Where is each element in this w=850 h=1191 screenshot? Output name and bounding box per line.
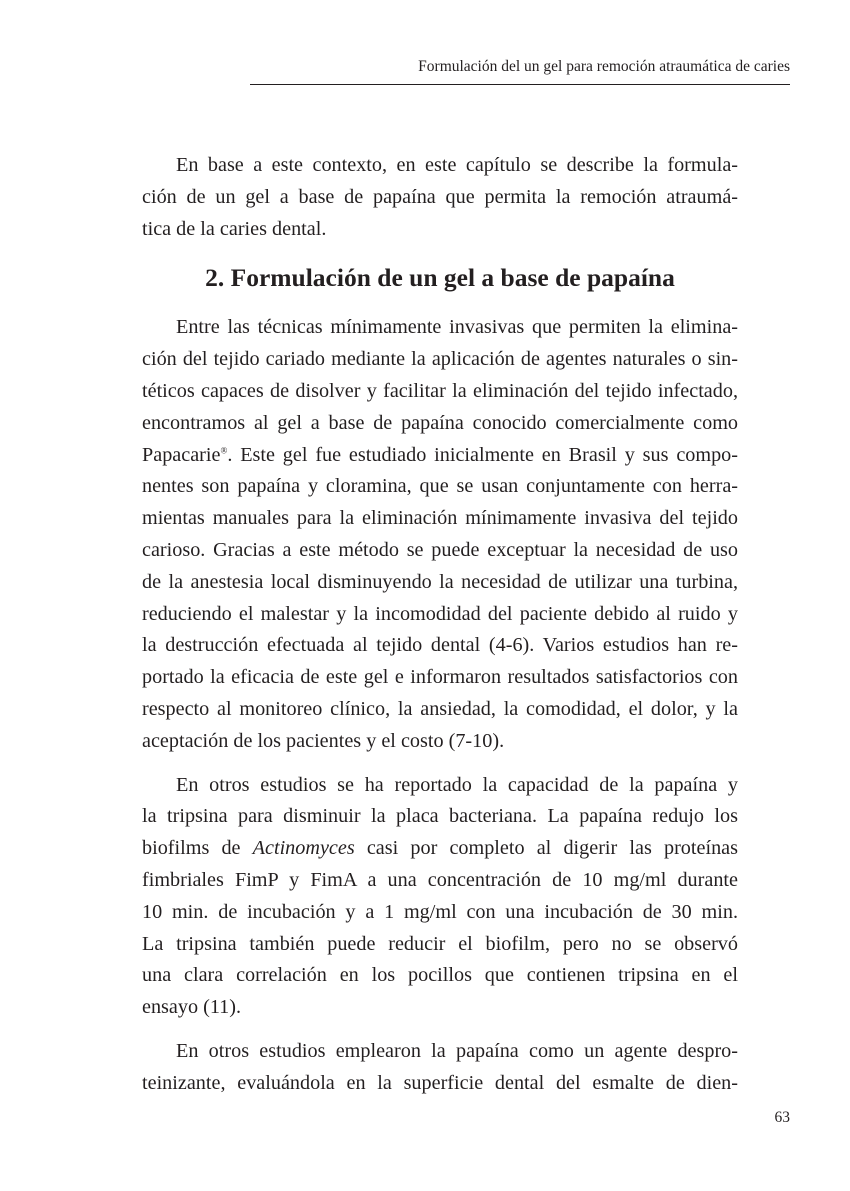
text-line: teinizante, evaluándola en la superficie dental del esmalte de dien- — [142, 1071, 738, 1094]
page-number: 63 — [774, 1109, 790, 1126]
text-line: 10 min. de incubación y a 1 mg/ml con una incubación de 30 min. — [142, 900, 738, 923]
text-line: ensayo (11). — [142, 996, 242, 1019]
paragraph-intro — [142, 150, 738, 245]
body-text — [142, 150, 738, 1100]
paragraph-deproteinizing — [142, 1036, 738, 1100]
text-line: En otros estudios se ha reportado la capacidad de la papaína y — [176, 773, 738, 796]
text-line — [142, 833, 738, 865]
text-line: Entre las técnicas mínimamente invasivas que permiten la elimina- — [176, 316, 738, 339]
text-line: respecto al monitoreo clínico, la ansiedad, la comodidad, el dolor, y la — [142, 697, 738, 720]
paragraph-gap — [142, 1024, 738, 1036]
text-line: una clara correlación en los pocillos que contienen tripsina en el — [142, 964, 738, 987]
text-line: téticos capaces de disolver y facilitar la eliminación del tejido infectado, — [142, 379, 738, 402]
text-line: fimbriales FimP y FimA a una concentración de 10 mg/ml durante — [142, 868, 738, 891]
text-line: la tripsina para disminuir la placa bacteriana. La papaína redujo los — [142, 805, 738, 828]
text-line: reduciendo el malestar y la incomodidad del paciente debido al ruido y — [142, 602, 738, 625]
text-line: portado la eficacia de este gel e informaron resultados satisfactorios con — [142, 666, 738, 689]
text-line: carioso. Gracias a este método se puede exceptuar la necesidad de uso — [142, 538, 738, 561]
text-line: La tripsina también puede reducir el biofilm, pero no se observó — [142, 932, 738, 955]
paragraph-biofilm — [142, 770, 738, 1024]
paragraph-papacarie — [142, 312, 738, 757]
text-line: mientas manuales para la eliminación mínimamente invasiva del tejido — [142, 507, 738, 530]
text-line: la destrucción efectuada al tejido dental (4-6). Varios estudios han re- — [142, 634, 738, 657]
header-rule — [250, 84, 790, 85]
text-line — [142, 440, 738, 472]
species-name: Actinomyces — [252, 837, 355, 860]
text-run: Papacarie — [142, 443, 221, 466]
paragraph-gap — [142, 758, 738, 770]
text-line: nentes son papaína y cloramina, que se usan conjuntamente con herra- — [142, 475, 738, 498]
text-run: . Este gel fue estudiado inicialmente en Brasil y sus compo- — [227, 443, 738, 466]
text-line: ción del tejido cariado mediante la aplicación de agentes naturales o sin- — [142, 348, 738, 371]
text-line: de la anestesia local disminuyendo la necesidad de utilizar una turbina, — [142, 570, 738, 593]
text-line: encontramos al gel a base de papaína conocido comercialmente como — [142, 411, 738, 434]
text-line: En base a este contexto, en este capítulo se describe la formula- — [176, 154, 738, 176]
text-line: En otros estudios emplearon la papaína como un agente despro- — [176, 1039, 738, 1062]
text-run: casi por completo al digerir las proteínas — [354, 837, 738, 860]
text-line: tica de la caries dental. — [142, 217, 327, 240]
section-heading: 2. Formulación de un gel a base de papaína — [205, 263, 675, 293]
text-line: aceptación de los pacientes y el costo (7-10). — [142, 729, 505, 752]
text-line: ción de un gel a base de papaína que permita la remoción atraumá- — [142, 185, 738, 208]
registered-mark: ® — [220, 444, 228, 455]
text-run: biofilms de — [142, 837, 253, 860]
running-header: Formulación del un gel para remoción atraumática de caries — [418, 58, 790, 75]
